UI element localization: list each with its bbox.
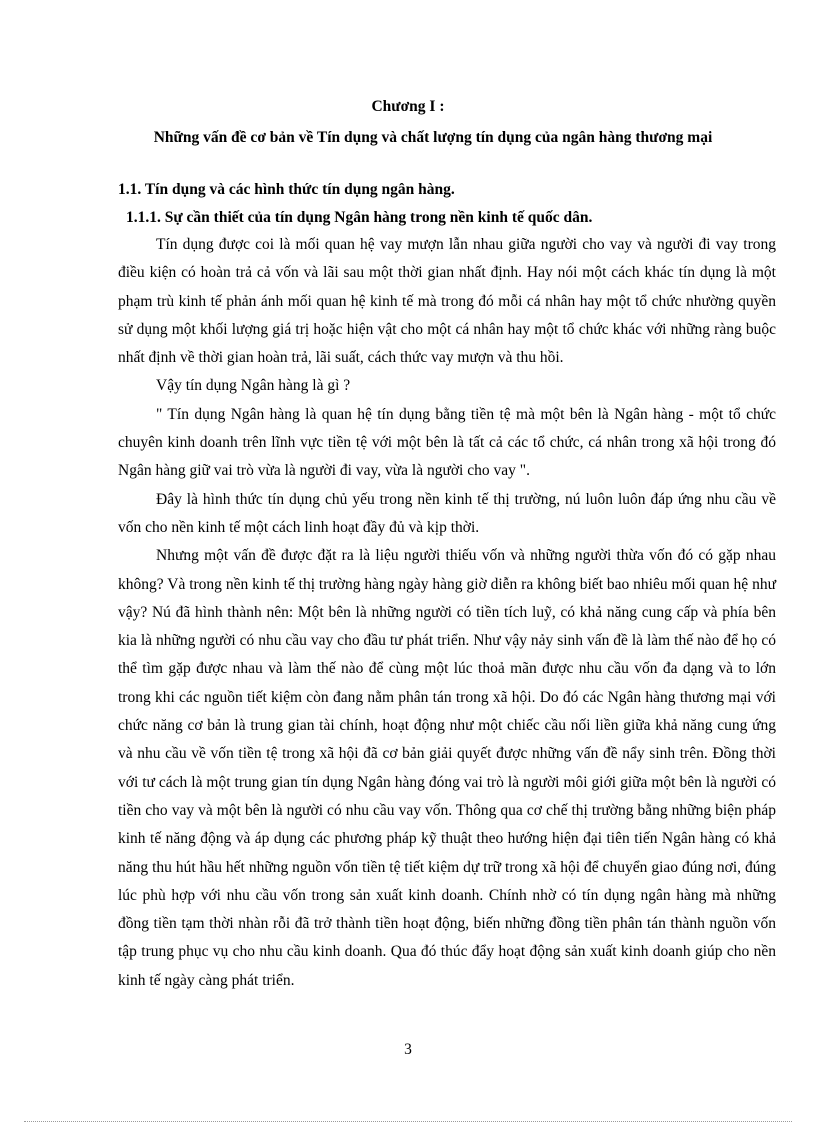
paragraph-main-form: Đây là hình thức tín dụng chủ yếu trong nền kinh tế thị trường, nú luôn luôn đáp ứng nhu cầu về vốn cho nền kinh tế một cách linh hoạt đầy đủ và kịp thời. [118, 490, 776, 536]
paragraph-definition: Tín dụng được coi là mối quan hệ vay mượn lẫn nhau giữa người cho vay và người đi vay trong điều kiện có hoàn trả cả vốn và lãi sau một thời gian nhất định. Hay nói một cách khác tín dụng là một phạm trù kinh tế phản ánh mối quan hệ kinh tế mà trong đó mỗi cá nhân hay một tổ chức nhường quyền sử dụng một khối lượng giá trị hoặc hiện vật cho một cá nhân hay một tổ chức khác với những ràng buộc nhất định về thời gian hoàn trả, lãi suất, cách thức vay mượn và thu hồi. [118, 236, 776, 367]
body-text [118, 231, 776, 995]
page-bottom-divider [24, 1121, 792, 1122]
chapter-title: Chương I : [371, 98, 445, 115]
paragraph-question: Vậy tín dụng Ngân hàng là gì ? [156, 377, 351, 395]
subsection-heading: 1.1.1. Sự cần thiết của tín dụng Ngân hàng trong nền kinh tế quốc dân. [126, 209, 593, 226]
chapter-subtitle: Những vấn đề cơ bản về Tín dụng và chất lượng tín dụng của ngân hàng thương mại [153, 129, 713, 146]
section-heading: 1.1. Tín dụng và các hình thức tín dụng ngân hàng. [118, 181, 455, 198]
paragraph-quote: " Tín dụng Ngân hàng là quan hệ tín dụng bằng tiền tệ mà một bên là Ngân hàng - một tổ chức chuyên kinh doanh trên lĩnh vực tiền tệ với một bên là tất cả các tổ chức, cá nhân trong xã hội trong đó Ngân hàng giữ vai trò vừa là người đi vay, vừa là người cho vay ". [118, 405, 776, 480]
paragraph-intermediary: Nhưng một vấn đề được đặt ra là liệu người thiếu vốn và những người thừa vốn đó có gặp nhau không? Và trong nền kinh tế thị trường hàng ngày hàng giờ diễn ra không biết bao nhiêu mối quan hệ như vậy? Nú đã hình thành nên: Một bên là những người có tiền tích luỹ, có khả năng cung cấp và phía bên kia là những người có nhu cầu vay cho đầu tư phát triển. Như vậy nảy sinh vấn đề là làm thế nào để họ có thể tìm gặp được nhau và làm thế nào để cùng một lúc thoả mãn được nhu cầu vốn đa dạng và to lớn trong khi các nguồn tiết kiệm còn đang nằm phân tán trong xã hội. Do đó các Ngân hàng thương mại với chức năng cơ bản là trung gian tài chính, hoạt động như một chiếc cầu nối liền giữa khả năng cung ứng và nhu cầu về vốn tiền tệ trong xã hội đã cơ bản giải quyết được những vấn đề nẩy sinh trên. Đồng thời với tư cách là một trung gian tín dụng Ngân hàng đóng vai trò là người môi giới giữa một bên là người có tiền cho vay và một bên là người có nhu cầu vay vốn. Thông qua cơ chế thị trường bằng những biện pháp kinh tế năng động và áp dụng các phương pháp kỹ thuật theo hướng hiện đại tiên tiến Ngân hàng có khả năng thu hút hầu hết những nguồn vốn tiền tệ tiết kiệm dự trữ trong xã hội để chuyển giao đúng nơi, đúng lúc phù hợp với nhu cầu vốn trong sản xuất kinh doanh. Chính nhờ có tín dụng ngân hàng mà những đồng tiền tạm thời nhàn rỗi đã trở thành tiền hoạt động, biến những đồng tiền phân tán thành nguồn vốn tập trung phục vụ cho nhu cầu kinh doanh. Qua đó thúc đẩy hoạt động sản xuất kinh doanh giúp cho nền kinh tế ngày càng phát triển. [118, 547, 776, 989]
page-number: 3 [404, 1041, 412, 1058]
